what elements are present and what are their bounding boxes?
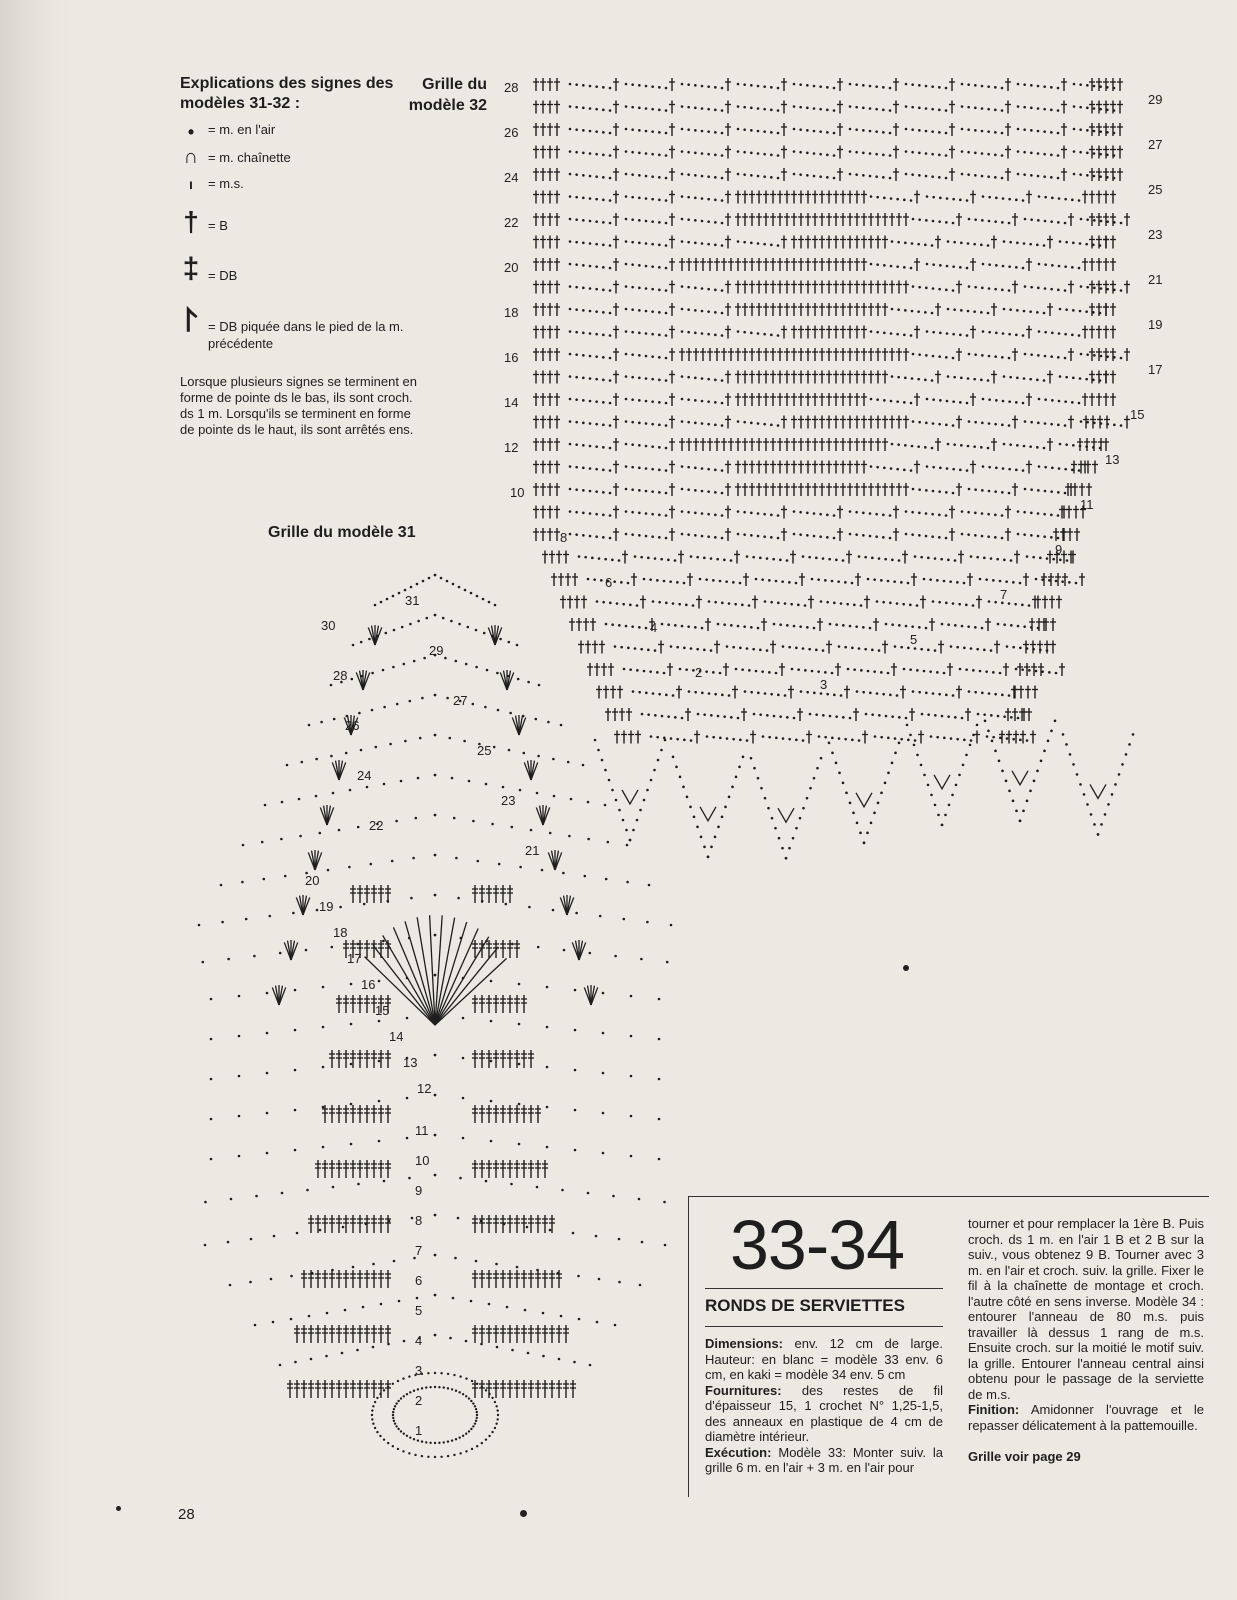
divider: [705, 1288, 943, 1289]
row-number: 14: [389, 1029, 404, 1044]
article-column-2: tourner et pour remplacer la 1ère B. Puis croch. ds 1 m. en l'air 1 B et 2 B sur la suiv., vous obtenez 9 B. Tourner avec 3 m. en l'air et croch. suiv. la grille. Fixer le fil à la chaînette de montage et croch. l'autre côté en sens inverse. Modèle 34 : entourer l'anneau de 80 m.s. puis travailler là dessus 1 rang de m.s. Ensuite croch. sur la moitié le motif suiv. la grille. Entourer l'anneau central ainsi obtenu pour le passage de la serviette de m.s. Finition: Amidonner l'ouvrage et le repasser délicatement à la pattemouille. Grille voir page 29: [968, 1216, 1204, 1464]
row-number-left: 14: [504, 395, 519, 410]
row-number-left: 20: [504, 260, 519, 275]
row-number: 19: [319, 899, 334, 914]
legend-item: ∩ = m. chaînette: [180, 150, 425, 176]
legend-item: † = B: [180, 202, 425, 250]
row-number-left: 24: [504, 170, 519, 185]
print-mark: [903, 965, 909, 971]
page-fold-edge: [0, 0, 72, 1600]
chain-stitch-dot-icon: •: [187, 122, 195, 142]
row-number: 24: [357, 768, 372, 783]
chain-arc-icon: ∩: [183, 146, 199, 168]
row-number-left: 6: [605, 575, 613, 590]
treble-crochet-icon: ‡: [182, 252, 200, 285]
row-number: 18: [333, 925, 348, 940]
row-number: 13: [403, 1055, 418, 1070]
row-number-right: 29: [1148, 92, 1163, 107]
row-number: 30: [321, 618, 336, 633]
row-number: 4: [415, 1333, 423, 1348]
symbol-legend: [180, 74, 425, 438]
row-number: 2: [415, 1393, 423, 1408]
row-number-right: 21: [1148, 272, 1163, 287]
row-number-right: 15: [1130, 407, 1145, 422]
row-number-right: 5: [910, 632, 918, 647]
row-number: 16: [361, 977, 376, 992]
row-number-left: 26: [504, 125, 519, 140]
row-number: 12: [417, 1081, 432, 1096]
row-number-right: 7: [1000, 587, 1008, 602]
row-number-left: 4: [650, 620, 658, 635]
row-number-left: 12: [504, 440, 519, 455]
grid-32-title: Grille du modèle 32: [408, 76, 487, 114]
print-mark: [520, 1510, 527, 1517]
divider: [705, 1326, 943, 1327]
row-number: 1: [415, 1423, 423, 1438]
row-number-right: 13: [1105, 452, 1120, 467]
row-number: 15: [375, 1003, 390, 1018]
see-grid-reference: Grille voir page 29: [968, 1449, 1081, 1464]
row-number: 9: [415, 1183, 423, 1198]
row-number: 11: [415, 1123, 429, 1138]
row-number: 26: [345, 718, 360, 733]
single-crochet-bar-icon: ı: [189, 176, 193, 192]
treble-in-foot-icon: ⨡: [184, 302, 198, 338]
row-number-left: 10: [510, 485, 525, 500]
row-number-right: 9: [1055, 542, 1063, 557]
grid-31-diagram: [185, 555, 685, 1485]
row-number-right: 11: [1080, 497, 1094, 512]
row-number: 7: [415, 1243, 423, 1258]
legend-item: ⨡ = DB piquée dans le pied de la m. précédente: [180, 300, 425, 360]
row-number-right: 17: [1148, 362, 1163, 377]
article-column-1: Dimensions: env. 12 cm de large. Hauteur: en blanc = modèle 33 env. 6 cm, en kaki = modèle 34 env. 5 cm Fournitures: des restes de fil d'épaisseur 15, 1 crochet N° 1,25-1,5, des anneaux en plastique de 4 cm de diamètre intérieur. Exécution: Modèle 33: Monter suiv. la grille 6 m. en l'air + 3 m. en l'air pour: [705, 1336, 943, 1475]
row-number: 3: [415, 1363, 423, 1378]
row-number-left: 22: [504, 215, 519, 230]
row-number: 22: [369, 818, 384, 833]
row-number: 21: [525, 843, 540, 858]
row-number: 8: [415, 1213, 423, 1228]
row-number-left: 18: [504, 305, 519, 320]
row-number-right: 19: [1148, 317, 1163, 332]
row-number: 25: [477, 743, 492, 758]
row-number-left: 16: [504, 350, 519, 365]
row-number: 6: [415, 1273, 423, 1288]
double-crochet-icon: †: [183, 206, 199, 237]
row-number-right: 27: [1148, 137, 1163, 152]
legend-title: Explications des signes des modèles 31-32 :: [180, 75, 394, 112]
row-number-right: 3: [820, 677, 828, 692]
row-number-left: 8: [560, 530, 568, 545]
row-number: 23: [501, 793, 516, 808]
legend-item: ‡ = DB: [180, 250, 425, 300]
row-number-right: 25: [1148, 182, 1163, 197]
legend-note: Lorsque plusieurs signes se terminent en forme de pointe ds le bas, ils sont croch. ds 1 m. Lorsqu'ils se terminent en forme de pointe ds le haut, ils sont arrêtés ens.: [180, 374, 418, 437]
row-number-right: 23: [1148, 227, 1163, 242]
legend-item: ı = m.s.: [180, 176, 425, 202]
row-number: 28: [333, 668, 348, 683]
row-number: 10: [415, 1153, 430, 1168]
print-mark: [116, 1506, 121, 1511]
grid-31-title: Grille du modèle 31: [268, 524, 416, 541]
row-number: 31: [405, 593, 420, 608]
legend-item: • = m. en l'air: [180, 124, 425, 150]
article-number: 33-34: [730, 1206, 905, 1284]
row-number: 5: [415, 1303, 423, 1318]
row-number: 29: [429, 643, 444, 658]
row-number: 20: [305, 873, 320, 888]
row-number-left: 28: [504, 80, 519, 95]
article-heading: RONDS DE SERVIETTES: [705, 1296, 905, 1315]
row-number: 17: [347, 951, 362, 966]
row-number-left: 2: [695, 665, 703, 680]
row-number: 27: [453, 693, 468, 708]
page-number: 28: [178, 1506, 195, 1523]
